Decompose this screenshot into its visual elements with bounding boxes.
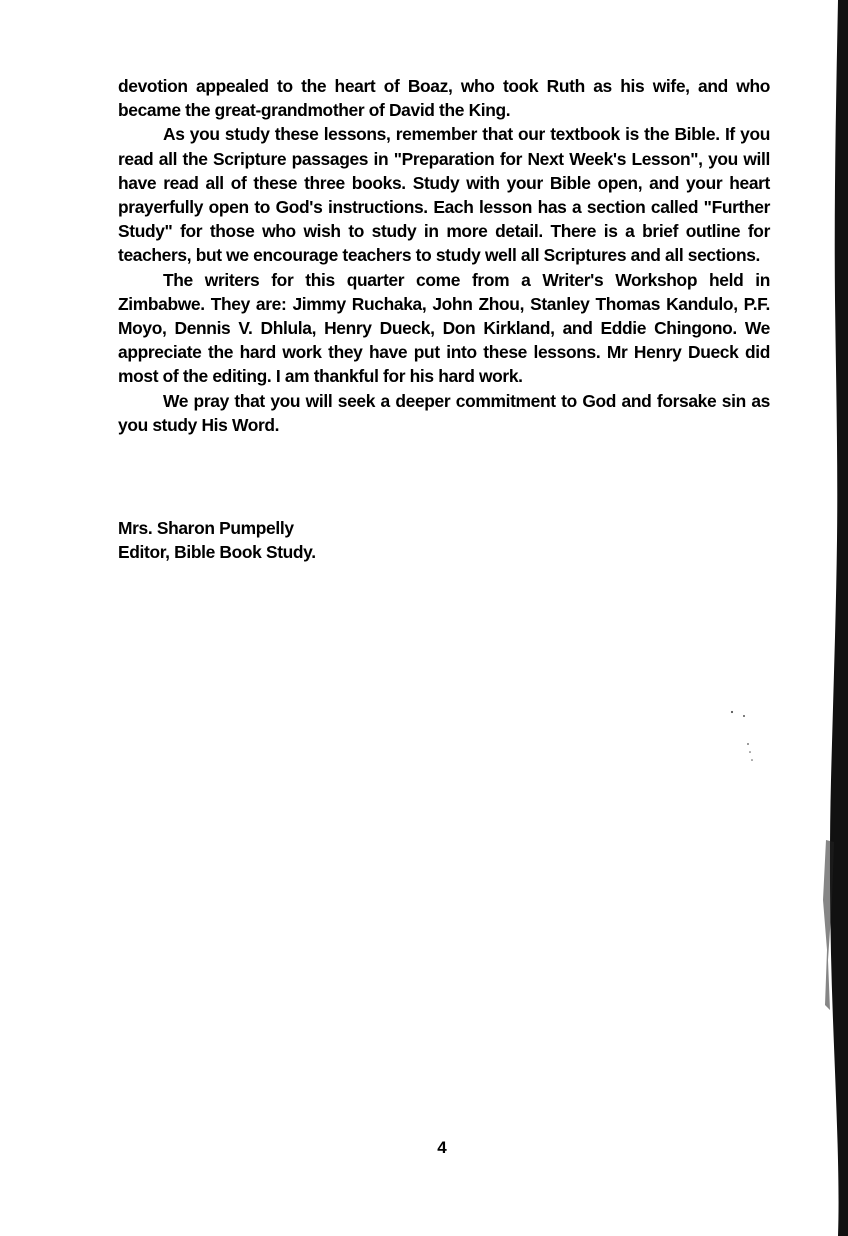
- paragraph-textbook: As you study these lessons, remember that our textbook is the Bible. If you read all the Scripture passages in "Preparation for Next Week's Lesson", you will have read all of these three books. Study with your Bible open, and your heart prayerfully open to God's instructions. Each lesson has a section called "Further Study" for those who wish to study in more detail. There is a brief outline for teachers, but we encourage teachers to study well all Scriptures and all sections.: [118, 124, 770, 266]
- signature-block: [118, 516, 518, 564]
- page-edge-speckle: [823, 840, 834, 1010]
- paragraph-continuation: devotion appealed to the heart of Boaz, who took Ruth as his wife, and who became the great-grandmother of David the King.: [118, 76, 770, 121]
- paragraph-writers: The writers for this quarter come from a Writer's Workshop held in Zimbabwe. They are: Jimmy Ruchaka, John Zhou, Stanley Thomas Kandulo, P.F. Moyo, Dennis V. Dhlula, Henry Dueck, Don Kirkland, and Eddie Chingono. We appreciate the hard work they have put into these lessons. Mr Henry Dueck did most of the editing. I am thankful for his hard work.: [118, 269, 770, 387]
- signature-title: Editor, Bible Book Study.: [118, 542, 316, 563]
- scan-specks: [731, 711, 753, 761]
- signature-name: Mrs. Sharon Pumpelly: [118, 518, 294, 538]
- page-number: 4: [437, 1138, 447, 1157]
- page-edge-shadow: [830, 0, 848, 1236]
- body-text: [118, 74, 770, 437]
- paragraph-prayer: We pray that you will seek a deeper commitment to God and forsake sin as you study His Word.: [118, 390, 770, 435]
